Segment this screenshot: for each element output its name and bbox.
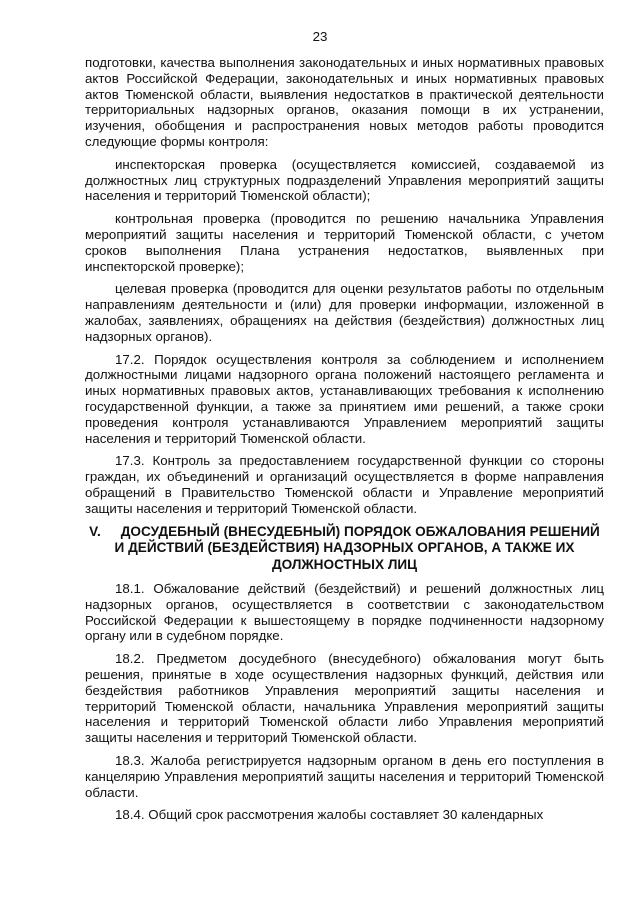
paragraph-inspector-check: инспекторская проверка (осуществляется комиссией, создаваемой из должностных лиц структурных подразделений Управления мероприятий защиты населения и территорий Тюменской области); xyxy=(85,156,604,204)
section-title: ДОСУДЕБНЫЙ (ВНЕСУДЕБНЫЙ) ПОРЯДОК ОБЖАЛОВАНИЯ РЕШЕНИЙ И ДЕЙСТВИЙ (БЕЗДЕЙСТВИЯ) НАДЗОРНЫХ ОРГАНОВ, А ТАКЖЕ ИХ ДОЛЖНОСТНЫХ ЛИЦ xyxy=(114,523,600,572)
page-number: 23 xyxy=(312,29,328,44)
paragraph-18-3: 18.3. Жалоба регистрируется надзорным органом в день его поступления в канцелярию Управления мероприятий защиты населения и территорий Тюменской области. xyxy=(85,752,604,800)
paragraph-18-2: 18.2. Предметом досудебного (внесудебного) обжалования могут быть решения, принятые в ходе осуществления надзорных функций, действия или бездействия работников Управления мероприятий защиты населения и территорий Тюменской области, начальника Управления мероприятий защиты населения и территорий Тюменской области либо Управления мероприятий защиты населения и территорий Тюменской области. xyxy=(85,651,604,746)
paragraph-17-2: 17.2. Порядок осуществления контроля за соблюдением и исполнением должностными лицами надзорного органа положений настоящего регламента и иных нормативных правовых актов, устанавливающих требования к исполнению государственной функции, а также за принятием ими решений, а также сроки проведения контроля устанавливаются Управлением мероприятий защиты населения и территорий Тюменской области. xyxy=(85,351,604,446)
paragraph-18-4: 18.4. Общий срок рассмотрения жалобы составляет 30 календарных xyxy=(115,807,544,823)
paragraph-target-check: целевая проверка (проводится для оценки результатов работы по отдельным направлениям деятельности и (или) для проверки информации, изложенной в жалобах, заявлениях, обращениях на действия (бездействия) должностных лиц надзорных органов). xyxy=(85,281,604,344)
paragraph-control-check: контрольная проверка (проводится по решению начальника Управления мероприятий защиты населения и территорий Тюменской области, с учетом сроков выполнения Плана устранения недостатков, выявленных при инспекторской проверке); xyxy=(85,211,604,274)
document-body xyxy=(85,55,604,830)
section-number: V. xyxy=(89,523,101,539)
section-heading xyxy=(85,524,604,574)
paragraph-18-1: 18.1. Обжалование действий (бездействий) и решений должностных лиц надзорных органов, осуществляется в соответствии с законодательством Российской Федерации к вышестоящему в порядке подчиненности надзорному органу или в судебном порядке. xyxy=(85,581,604,644)
paragraph-17-3: 17.3. Контроль за предоставлением государственной функции со стороны граждан, их объединений и организаций осуществляется в форме направления обращений в Правительство Тюменской области и Управление мероприятий защиты населения и территорий Тюменской области. xyxy=(85,453,604,516)
paragraph-continuation: подготовки, качества выполнения законодательных и иных нормативных правовых актов Российской Федерации, законодательных и иных нормативных правовых актов Тюменской области, выявления недостатков в практической деятельности территориальных надзорных органов, оказания помощи в их устранении, изучения, обобщения и распространения новых методов работы проводится следующие формы контроля: xyxy=(85,55,604,149)
